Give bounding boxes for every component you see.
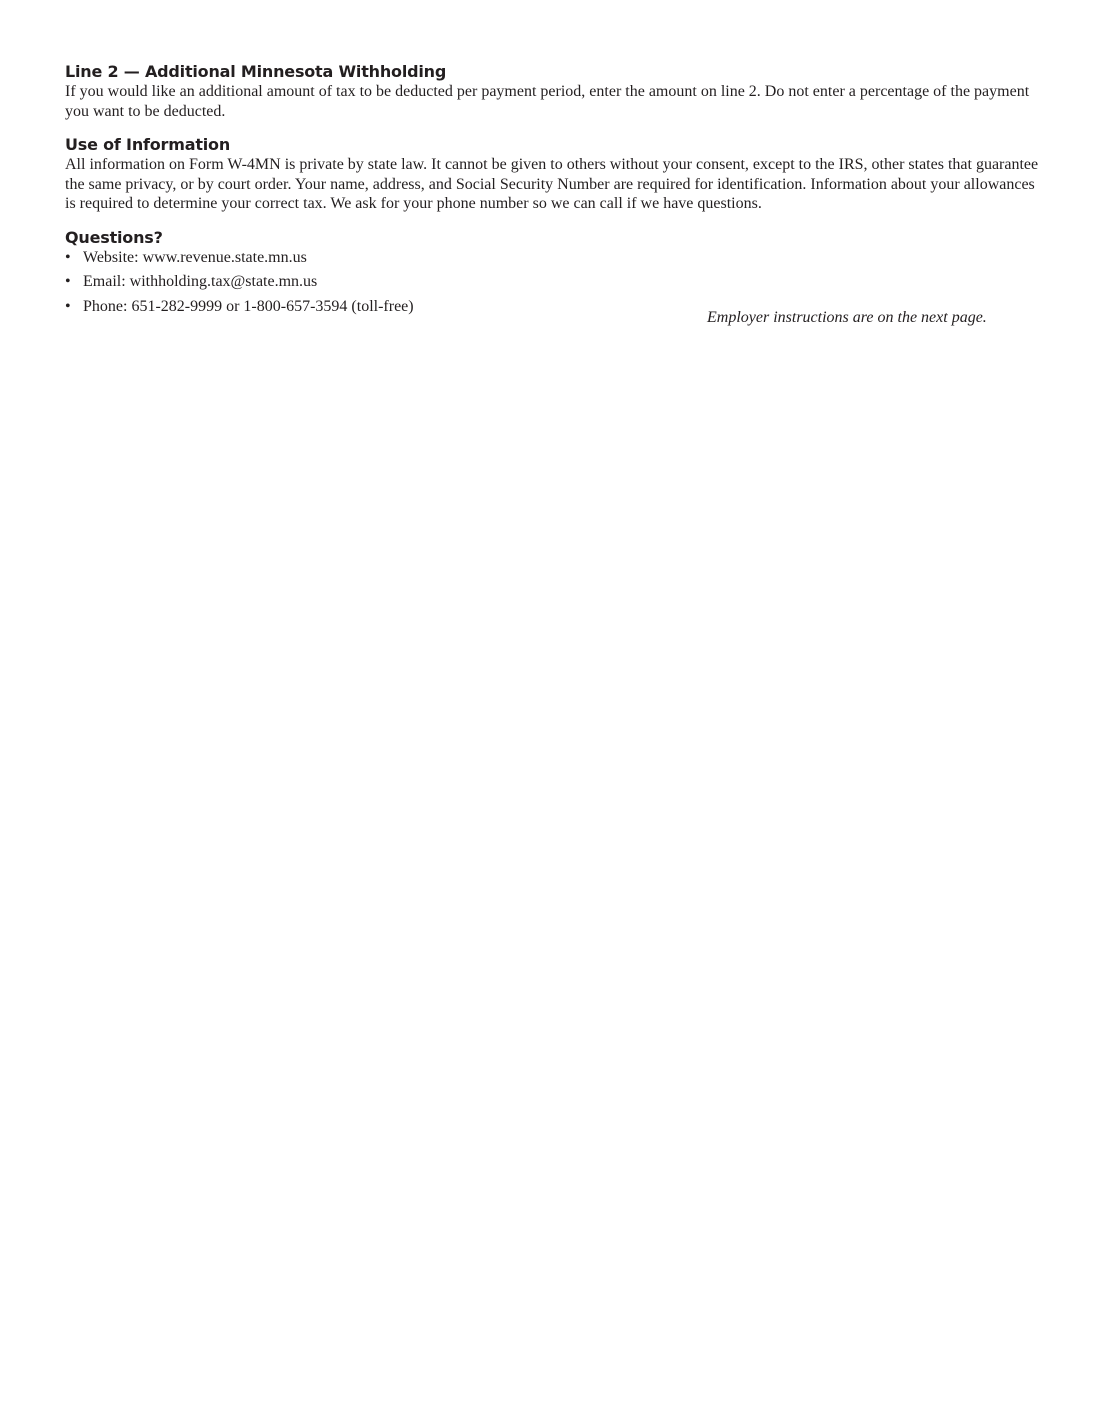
document-page: [65, 62, 1040, 330]
questions-item-website: [65, 248, 1040, 268]
line2-text: If you would like an additional amount of tax to be deducted per payment period, enter the amount on line 2. Do not enter a percentage of the payment you want to be deducted.: [65, 83, 1030, 120]
employer-instructions-note: Employer instructions are on the next page.: [707, 309, 987, 326]
questions-list: [65, 248, 1040, 317]
questions-heading: Questions?: [65, 227, 163, 247]
questions-item-email: [65, 272, 1040, 292]
use-of-information-text: All information on Form W-4MN is private by state law. It cannot be given to others without your consent, except to the IRS, other states that guarantee the same privacy, or by court order. Your name, address, and Social Security Number are required for identification. Information about your allowances is required to determine your correct tax. We ask for your phone number so we can call if we have questions.: [65, 156, 1039, 212]
line2-section: [65, 62, 1040, 121]
email-text: Email: withholding.tax@state.mn.us: [83, 273, 318, 290]
bullet-icon: •: [65, 248, 71, 266]
bullet-icon: •: [65, 273, 71, 290]
website-text: Website: www.revenue.state.mn.us: [83, 248, 307, 266]
use-of-information-section: [65, 135, 1040, 214]
use-of-information-heading: Use of Information: [65, 135, 231, 154]
phone-text: Phone: 651-282-9999 or 1-800-657-3594 (toll-free): [83, 297, 414, 315]
questions-section: [65, 228, 1040, 317]
line2-heading: Line 2 — Additional Minnesota Withholding: [65, 62, 447, 81]
bullet-icon: •: [65, 297, 71, 315]
